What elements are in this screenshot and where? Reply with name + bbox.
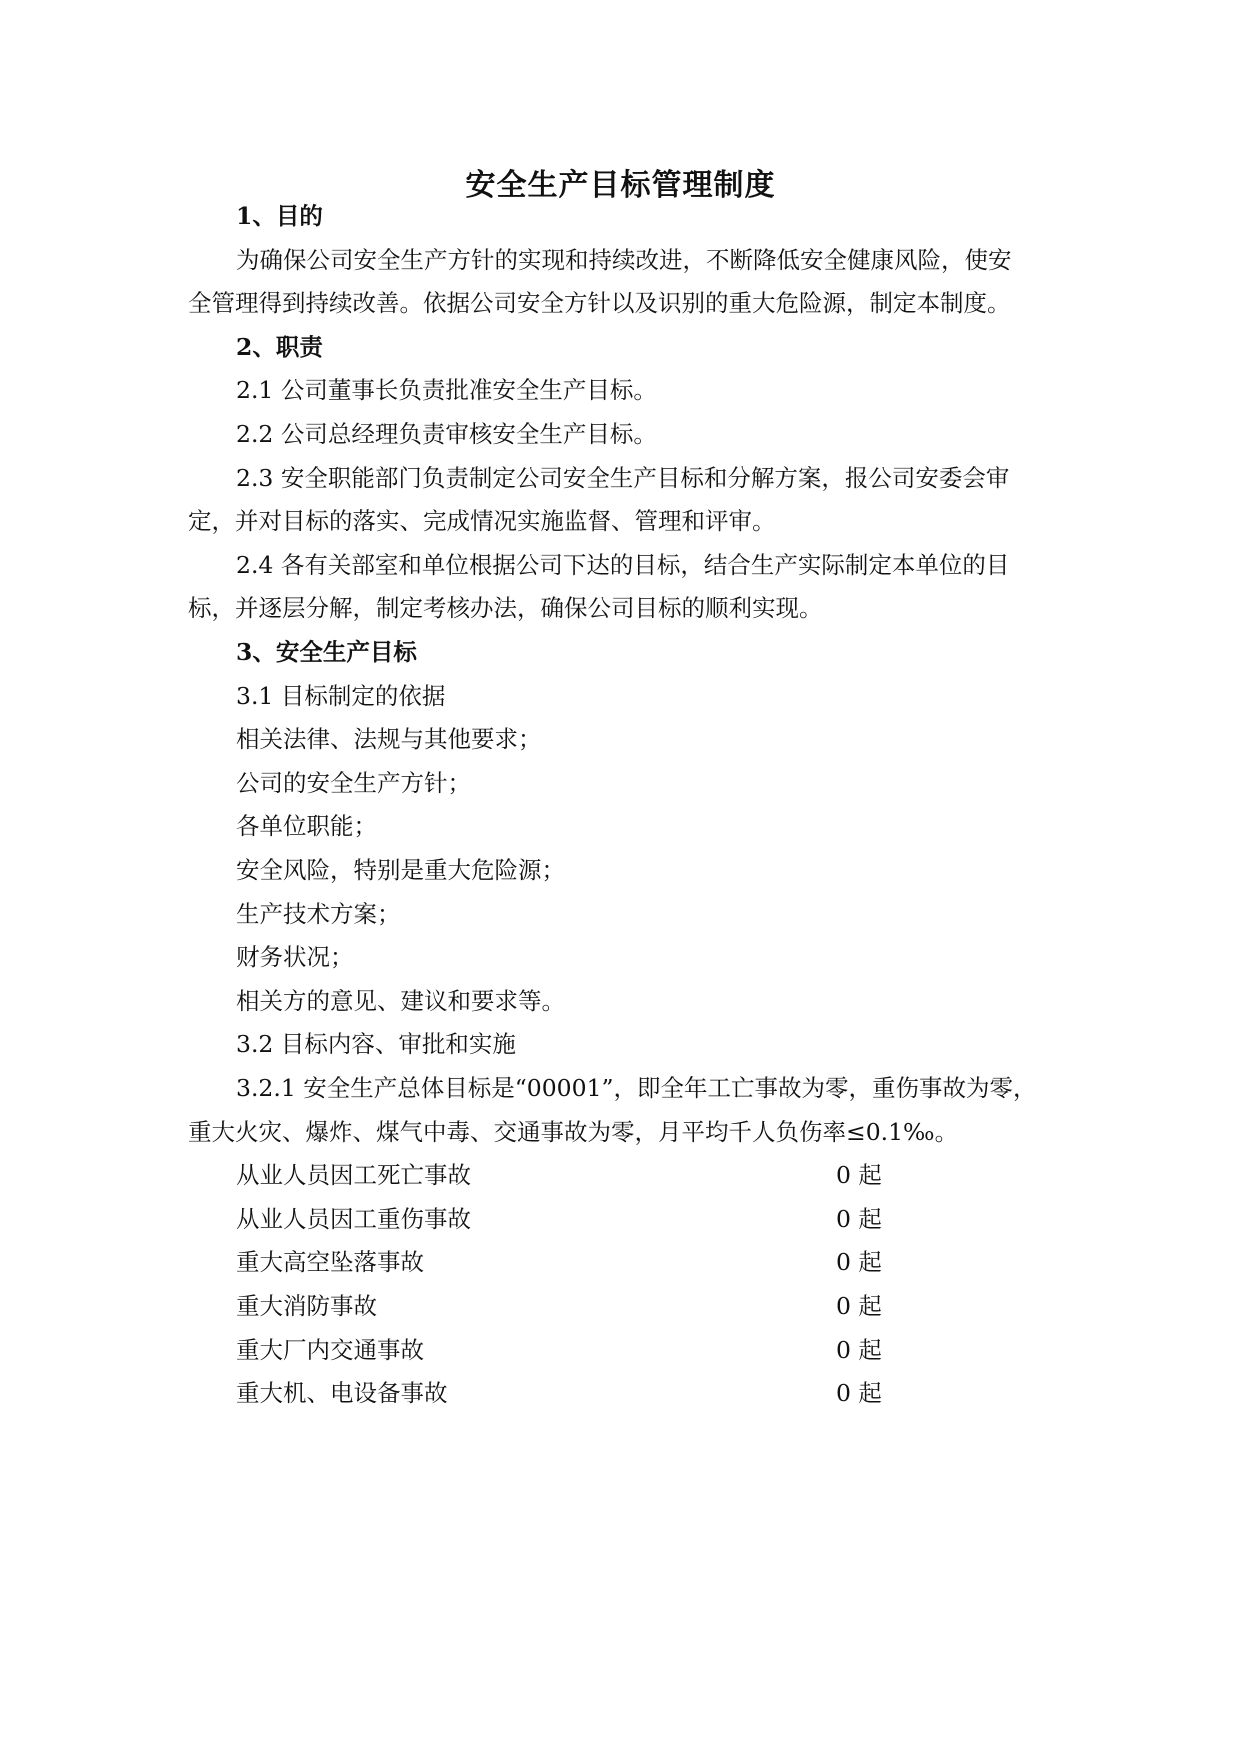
section-1-paragraph-line-2: 全管理得到持续改善。依据公司安全方针以及识别的重大危险源，制定本制度。 (188, 289, 1011, 317)
section-3-2-heading: 3.2 目标内容、审批和实施 (236, 1030, 516, 1058)
target-name: 重大消防事故 (236, 1292, 377, 1320)
target-value: 0 起 (836, 1161, 882, 1189)
section-3-2-1-line-1: 3.2.1 安全生产总体目标是“00001”，即全年工亡事故为零，重伤事故为零， (236, 1074, 1037, 1102)
target-name: 从业人员因工死亡事故 (236, 1161, 471, 1189)
section-3-2-1-line-2: 重大火灾、爆炸、煤气中毒、交通事故为零，月平均千人负伤率≤0.1‰。 (188, 1118, 959, 1146)
section-2-item-1: 2.1 公司董事长负责批准安全生产目标。 (236, 376, 657, 404)
section-2-item-3-line-1: 2.3 安全职能部门负责制定公司安全生产目标和分解方案，报公司安委会审 (236, 464, 1010, 492)
basis-item: 各单位职能； (236, 812, 377, 840)
target-value: 0 起 (836, 1292, 882, 1320)
target-name: 重大高空坠落事故 (236, 1248, 424, 1276)
target-value: 0 起 (836, 1248, 882, 1276)
section-1-heading: 1、目的 (236, 202, 323, 230)
target-value: 0 起 (836, 1205, 882, 1233)
target-value: 0 起 (836, 1336, 882, 1364)
section-2-item-4-line-2: 标，并逐层分解，制定考核办法，确保公司目标的顺利实现。 (188, 594, 823, 622)
target-value: 0 起 (836, 1379, 882, 1407)
basis-item: 相关方的意见、建议和要求等。 (236, 987, 565, 1015)
section-3-heading: 3、安全生产目标 (236, 638, 417, 666)
basis-item: 财务状况； (236, 943, 354, 971)
target-name: 从业人员因工重伤事故 (236, 1205, 471, 1233)
section-2-item-2: 2.2 公司总经理负责审核安全生产目标。 (236, 420, 657, 448)
section-1-paragraph-line-1: 为确保公司安全生产方针的实现和持续改进，不断降低安全健康风险，使安 (236, 246, 1012, 274)
basis-item: 公司的安全生产方针； (236, 769, 471, 797)
target-name: 重大机、电设备事故 (236, 1379, 448, 1407)
basis-item: 安全风险，特别是重大危险源； (236, 856, 565, 884)
section-2-heading: 2、职责 (236, 333, 323, 361)
document-title: 安全生产目标管理制度 (465, 168, 776, 203)
section-3-1-heading: 3.1 目标制定的依据 (236, 682, 446, 710)
basis-item: 相关法律、法规与其他要求； (236, 725, 542, 753)
section-2-item-4-line-1: 2.4 各有关部室和单位根据公司下达的目标，结合生产实际制定本单位的目 (236, 551, 1010, 579)
basis-item: 生产技术方案； (236, 900, 401, 928)
target-name: 重大厂内交通事故 (236, 1336, 424, 1364)
section-2-item-3-line-2: 定，并对目标的落实、完成情况实施监督、管理和评审。 (188, 507, 776, 535)
